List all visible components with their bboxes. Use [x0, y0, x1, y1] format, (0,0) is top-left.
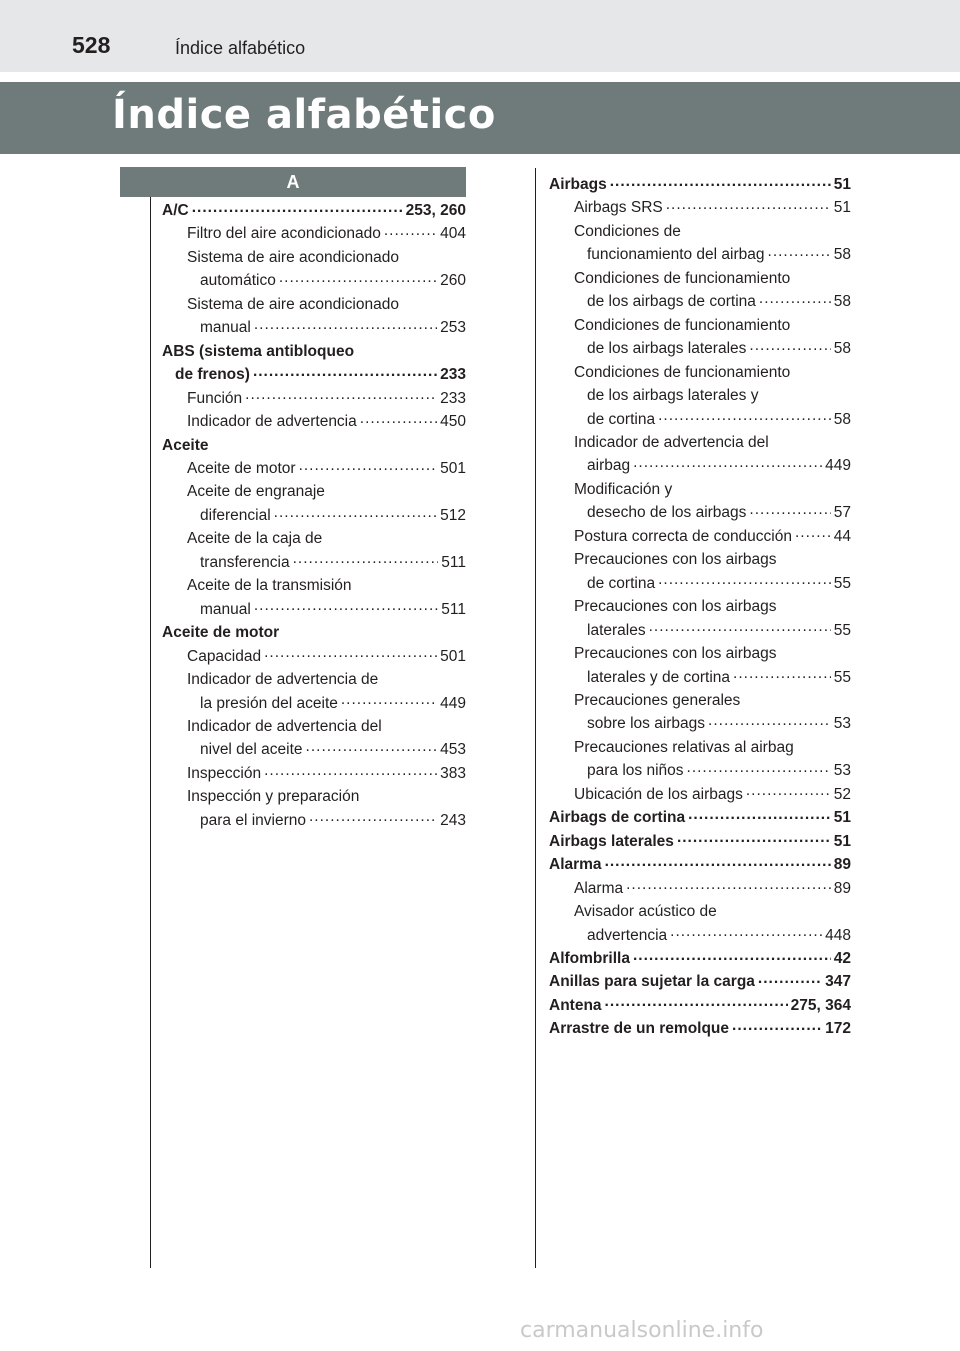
index-entry: [162, 222, 466, 245]
index-entry: [549, 806, 851, 829]
entry-text: Indicador de advertencia de: [187, 671, 379, 689]
entry-page: 347: [825, 973, 851, 991]
dot-leader: [758, 971, 822, 987]
entry-text: Capacidad: [187, 647, 262, 665]
index-entry: [162, 480, 466, 503]
entry-page: 453: [440, 741, 466, 759]
index-entry: [162, 621, 466, 644]
entry-page: 57: [833, 504, 851, 522]
entry-text: Precauciones con los airbags: [574, 551, 777, 569]
entry-text: funcionamiento del airbag: [587, 246, 765, 264]
index-entry: [549, 666, 851, 689]
index-entry: [549, 642, 851, 665]
entry-text: automático: [200, 272, 276, 290]
index-entry: [549, 548, 851, 571]
entry-page: 42: [833, 949, 851, 967]
dot-leader: [274, 504, 437, 520]
index-entry: [549, 970, 851, 993]
running-title: Índice alfabético: [175, 38, 306, 58]
index-entry: [162, 504, 466, 527]
index-entry: [162, 738, 466, 761]
entry-text: Indicador de advertencia: [187, 413, 357, 431]
index-entry: [549, 196, 851, 219]
entry-text: Precauciones generales: [574, 691, 741, 709]
entry-text: Aceite de motor: [187, 459, 296, 477]
watermark: carmanualsonline.info: [520, 1318, 764, 1343]
entry-text: Aceite de motor: [162, 624, 280, 642]
entry-page: 52: [833, 785, 851, 803]
entry-text: laterales y de cortina: [587, 668, 731, 686]
index-entry: [549, 619, 851, 642]
entry-text: Inspección: [187, 764, 262, 782]
index-entry: [549, 572, 851, 595]
left-rule: [150, 197, 151, 1268]
entry-text: Función: [187, 389, 243, 407]
index-entry: [549, 853, 851, 876]
entry-text: Alarma: [574, 879, 624, 897]
index-entry: [162, 457, 466, 480]
dot-leader: [245, 387, 437, 403]
entry-page: 51: [833, 832, 851, 850]
entry-text: advertencia: [587, 926, 668, 944]
header-bar: [0, 0, 960, 72]
entry-text: Aceite: [162, 436, 209, 454]
dot-leader: [733, 666, 831, 682]
entry-page: 58: [833, 246, 851, 264]
entry-text: Sistema de aire acondicionado: [187, 295, 399, 313]
dot-leader: [605, 994, 788, 1010]
index-entry: [549, 759, 851, 782]
index-entry: [549, 501, 851, 524]
index-entry: [162, 316, 466, 339]
dot-leader: [605, 854, 831, 870]
dot-leader: [746, 783, 831, 799]
index-entry: [549, 830, 851, 853]
entry-text: Condiciones de funcionamiento: [574, 316, 791, 334]
entry-text: Airbags SRS: [574, 199, 663, 217]
entry-text: sobre los airbags: [587, 715, 706, 733]
dot-leader: [299, 457, 438, 473]
index-entry: [549, 361, 851, 384]
index-entry: [549, 337, 851, 360]
page-number: 528: [72, 32, 111, 58]
index-entry: [162, 809, 466, 832]
index-entry: [549, 712, 851, 735]
entry-page: 51: [833, 176, 851, 193]
entry-page: 512: [440, 506, 466, 524]
entry-text: Avisador acústico de: [574, 903, 717, 921]
dot-leader: [264, 645, 437, 661]
entry-page: 501: [440, 459, 466, 477]
entry-text: Aceite de engranaje: [187, 483, 325, 501]
index-entry: [162, 551, 466, 574]
dot-leader: [732, 1018, 822, 1034]
entry-text: manual: [200, 319, 251, 337]
dot-leader: [253, 364, 437, 380]
entry-page: 383: [440, 764, 466, 782]
index-entry: [549, 689, 851, 712]
entry-text: Condiciones de funcionamiento: [574, 363, 791, 381]
entry-text: Anillas para sujetar la carga: [549, 973, 755, 991]
dot-leader: [341, 692, 437, 708]
entry-page: 253: [440, 319, 466, 337]
index-entry: [162, 434, 466, 457]
index-entry: [162, 199, 466, 222]
index-entry: [162, 246, 466, 269]
entry-text: Airbags de cortina: [549, 809, 686, 827]
dot-leader: [254, 598, 438, 614]
entry-text: Arrastre de un remolque: [549, 1020, 730, 1038]
entry-text: Modificación y: [574, 480, 673, 498]
index-entry: [549, 384, 851, 407]
index-entry: [549, 525, 851, 548]
index-entry: [549, 408, 851, 431]
dot-leader: [795, 525, 831, 541]
index-entry: [162, 340, 466, 363]
middle-rule: [535, 168, 536, 1268]
entry-text: laterales: [587, 621, 646, 639]
index-entry: [162, 598, 466, 621]
index-entry: [549, 947, 851, 970]
dot-leader: [749, 502, 830, 518]
index-entry: [162, 762, 466, 785]
entry-text: Airbags: [549, 176, 607, 193]
entry-text: airbag: [587, 457, 631, 475]
dot-leader: [687, 760, 831, 776]
entry-text: Sistema de aire acondicionado: [187, 248, 399, 266]
entry-text: de los airbags laterales: [587, 340, 747, 358]
dot-leader: [610, 174, 831, 190]
dot-leader: [658, 572, 831, 588]
entry-page: 511: [441, 600, 466, 618]
entry-page: 233: [440, 389, 466, 407]
entry-page: 501: [440, 647, 466, 665]
index-entry: [549, 1017, 851, 1040]
entry-page: 89: [833, 856, 851, 874]
entry-text: Ubicación de los airbags: [574, 785, 743, 803]
entry-text: de cortina: [587, 410, 656, 428]
index-entry: [549, 994, 851, 1017]
index-entry: [549, 478, 851, 501]
index-entry: [549, 595, 851, 618]
index-column-right: [549, 173, 851, 1041]
dot-leader: [254, 317, 437, 333]
dot-leader: [633, 455, 822, 471]
entry-text: Alarma: [549, 856, 602, 874]
entry-text: nivel del aceite: [200, 741, 303, 759]
entry-text: la presión del aceite: [200, 694, 338, 712]
index-entry: [549, 267, 851, 290]
entry-text: transferencia: [200, 553, 290, 571]
entry-page: 511: [441, 553, 466, 571]
index-entry: [162, 293, 466, 316]
entry-text: Precauciones con los airbags: [574, 645, 777, 663]
dot-leader: [649, 619, 831, 635]
index-entry: [162, 574, 466, 597]
entry-page: 275, 364: [790, 996, 851, 1014]
entry-text: de los airbags de cortina: [587, 293, 756, 311]
index-entry: [162, 410, 466, 433]
index-entry: [162, 715, 466, 738]
entry-page: 404: [440, 225, 466, 243]
index-entry: [549, 924, 851, 947]
entry-page: 233: [440, 366, 466, 384]
dot-leader: [658, 408, 831, 424]
entry-page: 53: [833, 762, 851, 780]
entry-text: desecho de los airbags: [587, 504, 747, 522]
entry-text: Condiciones de funcionamiento: [574, 269, 791, 287]
dot-leader: [293, 551, 439, 567]
entry-page: 58: [833, 293, 851, 311]
index-entry: [549, 783, 851, 806]
entry-text: para los niños: [587, 762, 684, 780]
entry-text: Aceite de la transmisión: [187, 577, 352, 595]
index-entry: [162, 387, 466, 410]
entry-page: 58: [833, 410, 851, 428]
index-entry: [549, 877, 851, 900]
entry-text: Alfombrilla: [549, 949, 630, 967]
entry-page: 450: [440, 413, 466, 431]
entry-text: Aceite de la caja de: [187, 530, 323, 548]
entry-page: 243: [440, 811, 466, 829]
index-entry: [162, 668, 466, 691]
entry-text: Airbags laterales: [549, 832, 674, 850]
index-entry: [162, 269, 466, 292]
index-entry: [549, 736, 851, 759]
entry-text: Condiciones de: [574, 222, 681, 240]
page-title: Índice alfabético: [112, 92, 496, 138]
entry-page: 253, 260: [405, 202, 466, 219]
dot-leader: [759, 291, 831, 307]
entry-page: 53: [833, 715, 851, 733]
title-band: [0, 82, 960, 154]
index-entry: [549, 220, 851, 243]
index-entry: [162, 527, 466, 550]
dot-leader: [688, 807, 831, 823]
dot-leader: [192, 200, 403, 216]
entry-text: Precauciones con los airbags: [574, 598, 777, 616]
entry-text: Antena: [549, 996, 602, 1014]
entry-text: Precauciones relativas al airbag: [574, 738, 794, 756]
dot-leader: [768, 244, 831, 260]
dot-leader: [309, 809, 437, 825]
entry-text: Postura correcta de conducción: [574, 527, 792, 545]
index-entry: [549, 454, 851, 477]
entry-text: de los airbags laterales y: [587, 387, 759, 405]
dot-leader: [749, 338, 830, 354]
entry-page: 260: [440, 272, 466, 290]
entry-text: Indicador de advertencia del: [187, 717, 382, 735]
entry-page: 58: [833, 340, 851, 358]
index-entry: [162, 692, 466, 715]
entry-page: 89: [833, 879, 851, 897]
entry-text: Indicador de advertencia del: [574, 433, 769, 451]
dot-leader: [279, 270, 437, 286]
entry-page: 44: [833, 527, 851, 545]
index-entry: [162, 363, 466, 386]
entry-text: ABS (sistema antibloqueo: [162, 342, 355, 360]
index-entry: [549, 314, 851, 337]
index-entry: [162, 785, 466, 808]
dot-leader: [666, 197, 831, 213]
entry-text: de frenos): [175, 366, 250, 384]
entry-text: Inspección y preparación: [187, 788, 360, 806]
index-entry: [549, 173, 851, 196]
dot-leader: [670, 924, 822, 940]
dot-leader: [306, 739, 438, 755]
section-letter-band: A: [120, 167, 466, 197]
dot-leader: [633, 947, 831, 963]
dot-leader: [264, 762, 437, 778]
entry-page: 448: [825, 926, 851, 944]
entry-page: 449: [825, 457, 851, 475]
dot-leader: [384, 223, 437, 239]
dot-leader: [626, 877, 831, 893]
entry-text: Filtro del aire acondicionado: [187, 225, 381, 243]
entry-page: 51: [833, 809, 851, 827]
dot-leader: [360, 411, 437, 427]
entry-text: A/C: [162, 202, 189, 219]
entry-page: 55: [833, 621, 851, 639]
entry-text: diferencial: [200, 506, 271, 524]
index-entry: [549, 431, 851, 454]
entry-text: para el invierno: [200, 811, 306, 829]
entry-page: 172: [825, 1020, 851, 1038]
entry-page: 55: [833, 574, 851, 592]
entry-page: 55: [833, 668, 851, 686]
index-entry: [549, 290, 851, 313]
entry-page: 449: [440, 694, 466, 712]
entry-text: manual: [200, 600, 251, 618]
index-entry: [549, 243, 851, 266]
entry-text: de cortina: [587, 574, 656, 592]
dot-leader: [677, 830, 831, 846]
index-entry: [162, 645, 466, 668]
index-column-left: [162, 199, 466, 832]
dot-leader: [708, 713, 831, 729]
index-entry: [549, 900, 851, 923]
entry-page: 51: [833, 199, 851, 217]
